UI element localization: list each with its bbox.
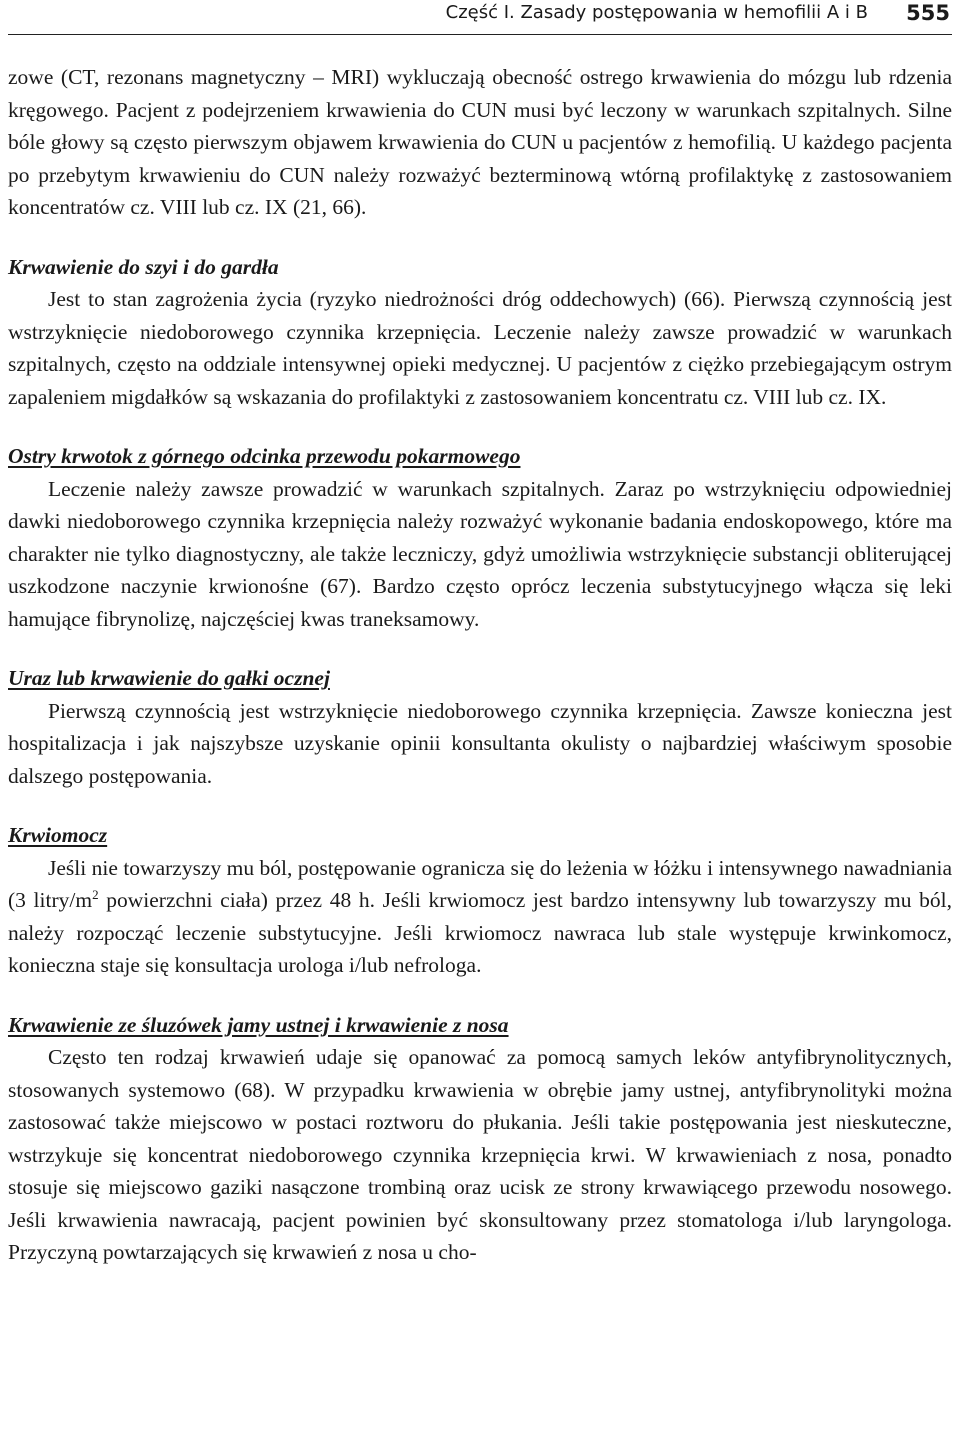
section-paragraph-eye-injury: Pierwszą czynnością jest wstrzyknięcie niedoborowego czynnika krzepnięcia. Zawsze konieczna jest hospitalizacja i jak najszybsze uzyskanie opinii konsultanta okulisty o najbardziej właściwym sposobie dalszego postępowania.	[8, 698, 952, 788]
page-header	[0, 0, 960, 36]
intro-paragraph: zowe (CT, rezonans magnetyczny – MRI) wykluczają obecność ostrego krwawienia do mózgu lub rdzenia kręgowego. Pacjent z podejrzeniem krwawienia do CUN musi być leczony w warunkach szpitalnych. Silne bóle głowy są często pierwszym objawem krwawienia do CUN u pacjentów z hemofilią. U każdego pacjenta po przebytym krwawieniu do CUN należy rozważyć bezterminową wtórną profilaktykę z zastosowaniem koncentratów cz. VIII lub cz. IX (21, 66).	[8, 65, 952, 219]
section-heading-eye-injury: Uraz lub krwawienie do gałki ocznej	[8, 666, 330, 690]
section-paragraph-oral-nasal: Często ten rodzaj krwawień udaje się opanować za pomocą samych leków antyfibrynolitycznych, stosowanych systemowo (68). W przypadku krwawienia w obrębie jamy ustnej, antyfibrynolityki można zastosować także miejscowo w postaci roztworu do płukania. Jeśli takie postępowania jest nieskuteczne, wstrzykuje się koncentrat niedoborowego czynnika krzepnięcia krwi. W krwawieniach z nosa, ponadto stosuje się miejscowo gaziki nasączone trombiną oraz ucisk ze strony krwawiącego przewodu nosowego. Jeśli krwawienia nawracają, pacjent powinien być skonsultowany przez stomatologa i/lub laryngologa. Przyczyną powtarzających się krwawień z nosa u cho-	[8, 1045, 952, 1264]
section-heading-oral-nasal: Krwawienie ze śluzówek jamy ustnej i krwawienie z nosa	[8, 1012, 509, 1037]
section-heading-neck-throat: Krwawienie do szyi i do gardła	[8, 254, 279, 279]
hematuria-text-part2: powierzchni ciała) przez 48 h. Jeśli krwiomocz jest bardzo intensywny lub towarzyszy mu ból, należy rozpocząć leczenie substytucyjne. Jeśli krwiomocz nawraca lub stale występuje krwinkomocz, konieczna staje się konsultacja urologa i/lub nefrologa.	[8, 888, 952, 977]
page-number: 555	[906, 1, 950, 25]
hematuria-text-part1: Jeśli nie towarzyszy mu ból, postępowanie ogranicza się do leżenia w łóżku i intensywnego nawadniania (3 litry/m	[8, 855, 952, 912]
section-paragraph-gi-bleeding: Leczenie należy zawsze prowadzić w warunkach szpitalnych. Zaraz po wstrzyknięciu odpowiedniej dawki niedoborowego czynnika krzepnięcia należy rozważyć wykonanie badania endoskopowego, które ma charakter nie tylko diagnostyczny, ale także leczniczy, gdyż umożliwia wstrzyknięcie substancji obliterującej uszkodzone naczynie krwionośne (67). Bardzo często oprócz leczenia substytucyjnego włącza się leki hamujące fibrynolizę, najczęściej kwas traneksamowy.	[8, 476, 952, 631]
running-header-title: Część I. Zasady postępowania w hemofilii A i B	[445, 2, 868, 23]
section-heading-hematuria: Krwiomocz	[8, 823, 108, 847]
superscript-exponent: 2	[92, 886, 99, 902]
section-paragraph-neck-throat: Jest to stan zagrożenia życia (ryzyko niedrożności dróg oddechowych) (66). Pierwszą czynnością jest wstrzyknięcie niedoborowego czynnika krzepnięcia. Leczenie należy zawsze prowadzić w warunkach szpitalnych, często na oddziale intensywnej opieki medycznej. U pacjentów z ciężko przebiegającym ostrym zapaleniem migdałków są wskazania do profilaktyki z zastosowaniem koncentratu cz. VIII lub cz. IX.	[8, 287, 952, 409]
section-heading-gi-bleeding: Ostry krwotok z górnego odcinka przewodu pokarmowego	[8, 444, 521, 468]
header-divider	[8, 34, 952, 35]
section-paragraph-hematuria	[8, 852, 952, 982]
page-body	[8, 61, 952, 1269]
